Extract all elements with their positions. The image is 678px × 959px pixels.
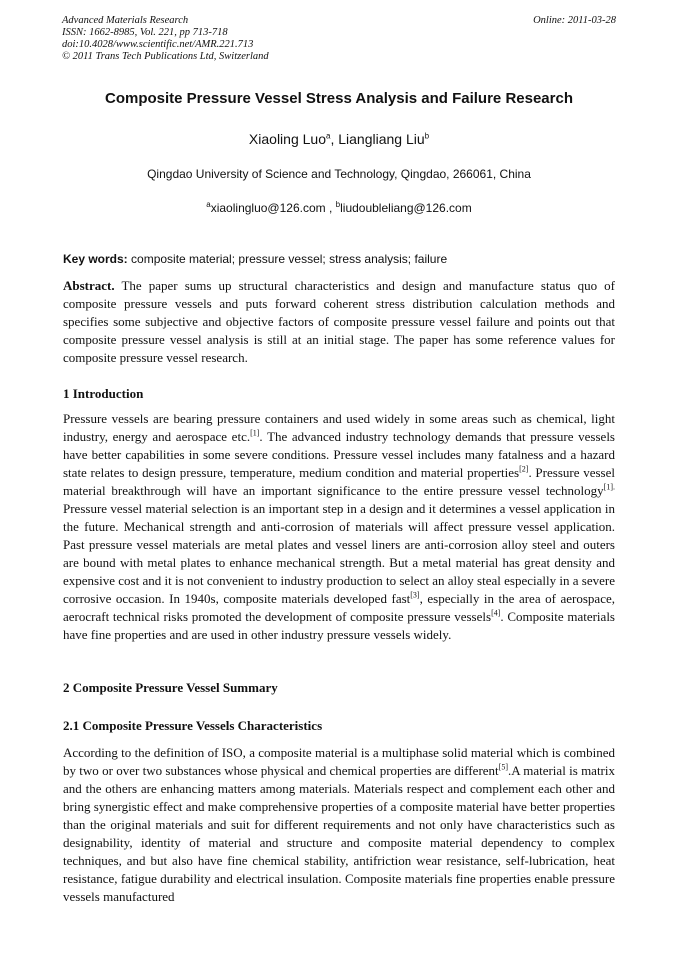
intro-paragraph — [63, 410, 615, 644]
citation[interactable]: [1] — [250, 428, 260, 438]
characteristics-paragraph — [63, 744, 615, 906]
email-mark: a — [206, 200, 211, 209]
author-name: Xiaoling Luo — [248, 131, 326, 147]
email-list — [40, 201, 638, 215]
abstract-label: Abstract. — [63, 278, 115, 293]
author-list — [40, 131, 638, 147]
email-link[interactable]: xiaolingluo@126.com — [210, 201, 326, 215]
paragraph-text: . The advanced industry technology demands that pressure vessels have better capabilities in some severe conditions. Pressure vessel includes many fatalness and a hazard state relates to design pressure, temperature, medium condition and material properties — [63, 429, 615, 480]
citation[interactable]: [1]. — [603, 482, 615, 492]
paragraph-text: . Pressure vessel material breakthrough will have an important significance to the entire pressure vessel technology — [63, 465, 615, 498]
author-separator: , — [330, 131, 339, 147]
copyright-line: © 2011 Trans Tech Publications Ltd, Switzerland — [62, 51, 269, 62]
online-date: Online: 2011-03-28 — [533, 15, 616, 26]
paragraph-text: .A material is matrix and the others are enhancing matters among materials. Materials respect and complement each other and bring synergistic effect and make comprehensive properties of a composite material have better properties than the original materials and suit for different requirements and not only have characteristics such as designability, identity of material and structure and composite material dependency to complex techniques, and but also have fine chemical stability, antifriction wear resistance, self-lubrication, heat resistance, fatigue durability and electrical insulation. Composite materials fine properties enable pressure vessels manufactured — [63, 763, 615, 904]
section-heading: 1 Introduction — [63, 386, 144, 401]
citation[interactable]: [5] — [498, 762, 508, 772]
affiliation: Qingdao University of Science and Technology, Qingdao, 266061, China — [147, 167, 531, 181]
section-heading: 2 Composite Pressure Vessel Summary — [63, 680, 278, 695]
author-name: Liangliang Liu — [338, 131, 425, 147]
email-separator: , — [325, 201, 336, 215]
keywords-label: Key words: — [63, 252, 128, 266]
paragraph-text: . Composite materials have fine properties and are used in other industry pressure vessels widely. — [63, 609, 615, 642]
email-link[interactable]: liudoubleliang@126.com — [340, 201, 472, 215]
paragraph-text: , especially in the area of aerospace, aerocraft technical risks promoted the development of composite pressure vessels — [63, 591, 615, 624]
paragraph-text: According to the definition of ISO, a composite material is a multiphase solid material which is combined by two or over two substances whose physical and chemical properties are different — [63, 745, 615, 778]
journal-name: Advanced Materials Research — [62, 15, 189, 26]
citation[interactable]: [4] — [491, 608, 501, 618]
email-mark: b — [335, 200, 341, 209]
subsection-heading: 2.1 Composite Pressure Vessels Characteristics — [63, 718, 323, 733]
author-affil-mark: b — [424, 131, 430, 141]
citation[interactable]: [2] — [519, 464, 529, 474]
paragraph-text: Pressure vessels are bearing pressure containers and used widely in some areas such as chemical, light industry, energy and aerospace etc. — [63, 411, 615, 444]
keywords — [63, 252, 615, 266]
abstract — [63, 277, 615, 367]
paragraph-text: Pressure vessel material selection is an important step in a design and it determines a vessel application in the future. Mechanical strength and anti-corrosion of materials will affect pressure vessel application. Past pressure vessel materials are metal plates and vessel liners are anti-corrosion alloy steel and outers are bound with metal plates to enhance mechanical strength. But a metal material has great density and expensive cost and it is not convenient to industry production to select an alloy steal especially in a severe corrosive occasion. In 1940s, composite materials developed fast — [63, 501, 615, 606]
keywords-text: composite material; pressure vessel; stress analysis; failure — [127, 252, 448, 266]
paper-title: Composite Pressure Vessel Stress Analysis and Failure Research — [104, 90, 573, 107]
journal-header — [62, 15, 616, 63]
citation[interactable]: [3] — [410, 590, 420, 600]
author-affil-mark: a — [325, 131, 331, 141]
abstract-text: The paper sums up structural characteristics and design and manufacture status quo of composite pressure vessels and puts forward coherent stress distribution calculation methods and specifies some subjective and objective factors of composite pressure vessel failure and points out that composite pressure vessel analysis is still at an initial stage. The paper has some reference values for composite pressure vessel research. — [63, 278, 615, 365]
issn-line: ISSN: 1662-8985, Vol. 221, pp 713-718 — [62, 27, 228, 38]
doi-line: doi:10.4028/www.scientific.net/AMR.221.713 — [62, 39, 254, 50]
